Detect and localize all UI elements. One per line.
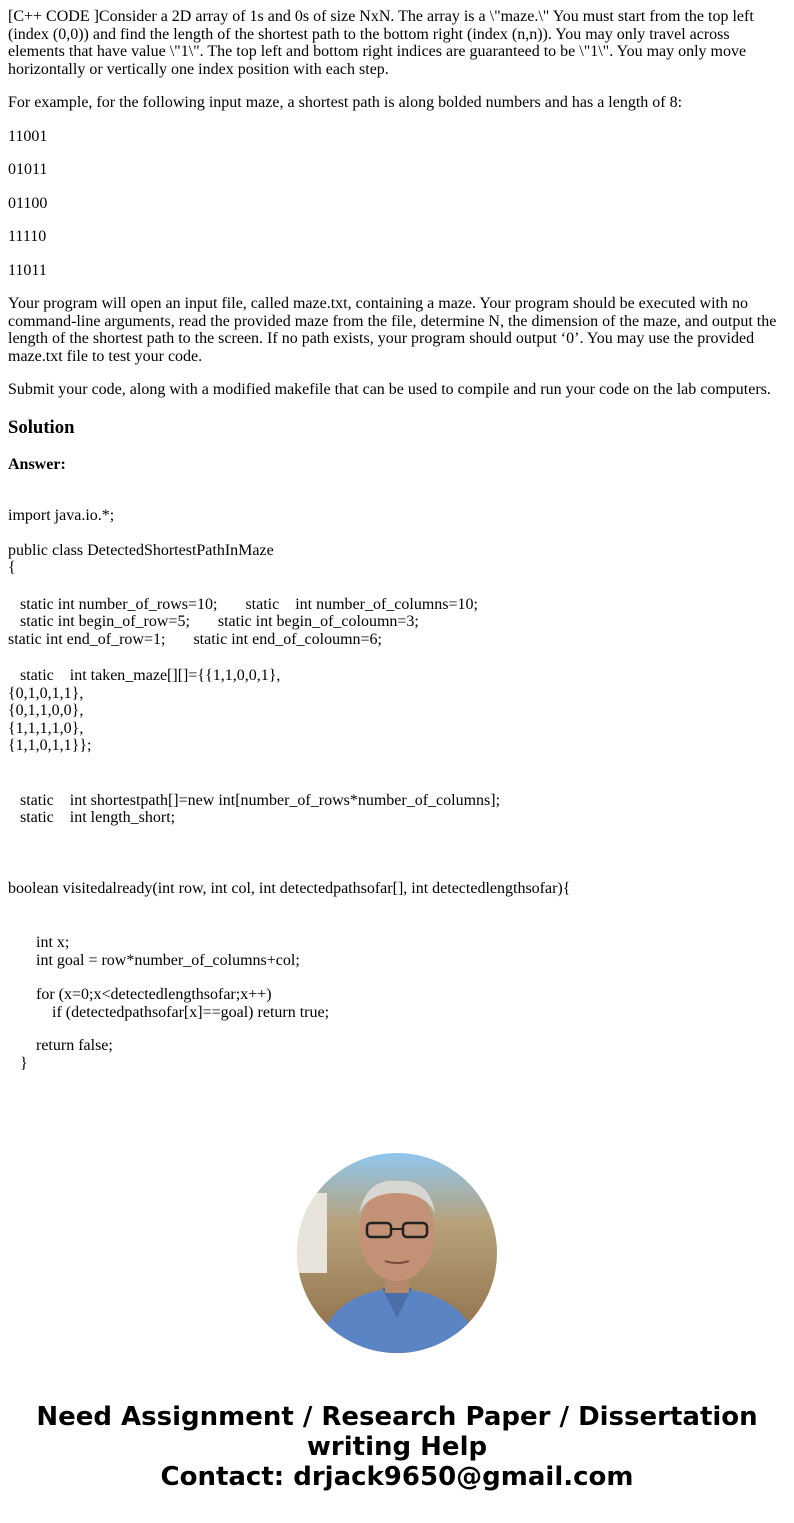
code-line: }: [8, 1054, 28, 1072]
maze-row: 01100: [8, 194, 48, 212]
code-block: [8, 880, 786, 898]
question-paragraph: For example, for the following input maze, a shortest path is along bolded numbers and has a length of 8:: [8, 94, 683, 111]
code-block: [8, 934, 786, 969]
code-line: for (x=0;x<detectedlengthsofar;x++): [8, 986, 272, 1003]
code-line: if (detectedpathsofar[x]==goal) return true;: [8, 1003, 330, 1021]
question: [8, 0, 786, 399]
maze-row: 11110: [8, 228, 47, 245]
code-line: {0,1,1,0,0},: [8, 702, 84, 719]
author-photo: [297, 1153, 497, 1353]
code-line: static int end_of_row=1; static int end_of_coloumn=6;: [8, 630, 382, 648]
question-paragraph: Submit your code, along with a modified makefile that can be used to compile and run your code on the lab computers.: [8, 381, 771, 398]
code-line: boolean visitedalready(int row, int col, int detectedpathsofar[], int detectedlengthsofar){: [8, 879, 571, 897]
answer-label: Answer:: [8, 455, 66, 473]
code-block: [8, 986, 786, 1021]
code-answer: [8, 507, 786, 1072]
code-line: static int length_short;: [8, 809, 176, 826]
code-block: [8, 667, 786, 755]
code-line: {: [8, 559, 16, 576]
footer-line: Need Assignment / Research Paper / Dissertation: [36, 1402, 758, 1432]
solution-heading: Solution: [8, 416, 75, 438]
footer-banner: [0, 1402, 794, 1492]
code-block: [8, 507, 786, 525]
code-line: int goal = row*number_of_columns+col;: [8, 951, 300, 969]
question-paragraph: [C++ CODE ]Consider a 2D array of 1s and 0s of size NxN. The array is a \"maze.\" You must start from the top left (index (0,0)) and find the length of the shortest path to the bottom right (index (n,n)). You may only travel across elements that have value \"1\". The top left and bottom right indices are guaranteed to be \"1\". You may only move horizontally or vertically one index position with each step.: [8, 8, 754, 78]
code-block: [8, 596, 786, 649]
code-line: {0,1,0,1,1},: [8, 684, 84, 702]
question-paragraph: Your program will open an input file, called maze.txt, containing a maze. Your program should be executed with no command-line arguments, read the provided maze from the file, determine N, the dimension of the maze, and output the length of the shortest path to the screen. If no path exists, your program should output ‘0’. You may use the provided maze.txt file to test your code.: [8, 295, 777, 365]
code-line: static int number_of_rows=10; static int number_of_columns=10;: [8, 595, 478, 613]
code-line: static int taken_maze[][]={{1,1,0,0,1},: [8, 667, 281, 684]
code-block: [8, 792, 786, 827]
footer-line: writing Help: [306, 1432, 488, 1462]
code-block: [8, 1037, 786, 1072]
code-line: static int begin_of_row=5; static int begin_of_coloumn=3;: [8, 613, 419, 630]
maze-row: 11001: [8, 127, 48, 145]
code-block: [8, 542, 786, 577]
code-line: import java.io.*;: [8, 507, 115, 524]
code-line: {1,1,0,1,1}};: [8, 737, 92, 754]
footer-contact: Contact: drjack9650@gmail.com: [160, 1462, 634, 1492]
maze-row: 01011: [8, 161, 48, 178]
maze-row: 11011: [8, 261, 47, 279]
code-line: return false;: [8, 1037, 113, 1054]
code-line: public class DetectedShortestPathInMaze: [8, 541, 274, 559]
code-line: static int shortestpath[]=new int[number_of_rows*number_of_columns];: [8, 791, 501, 809]
code-line: int x;: [8, 934, 70, 951]
code-line: {1,1,1,1,0},: [8, 719, 84, 737]
